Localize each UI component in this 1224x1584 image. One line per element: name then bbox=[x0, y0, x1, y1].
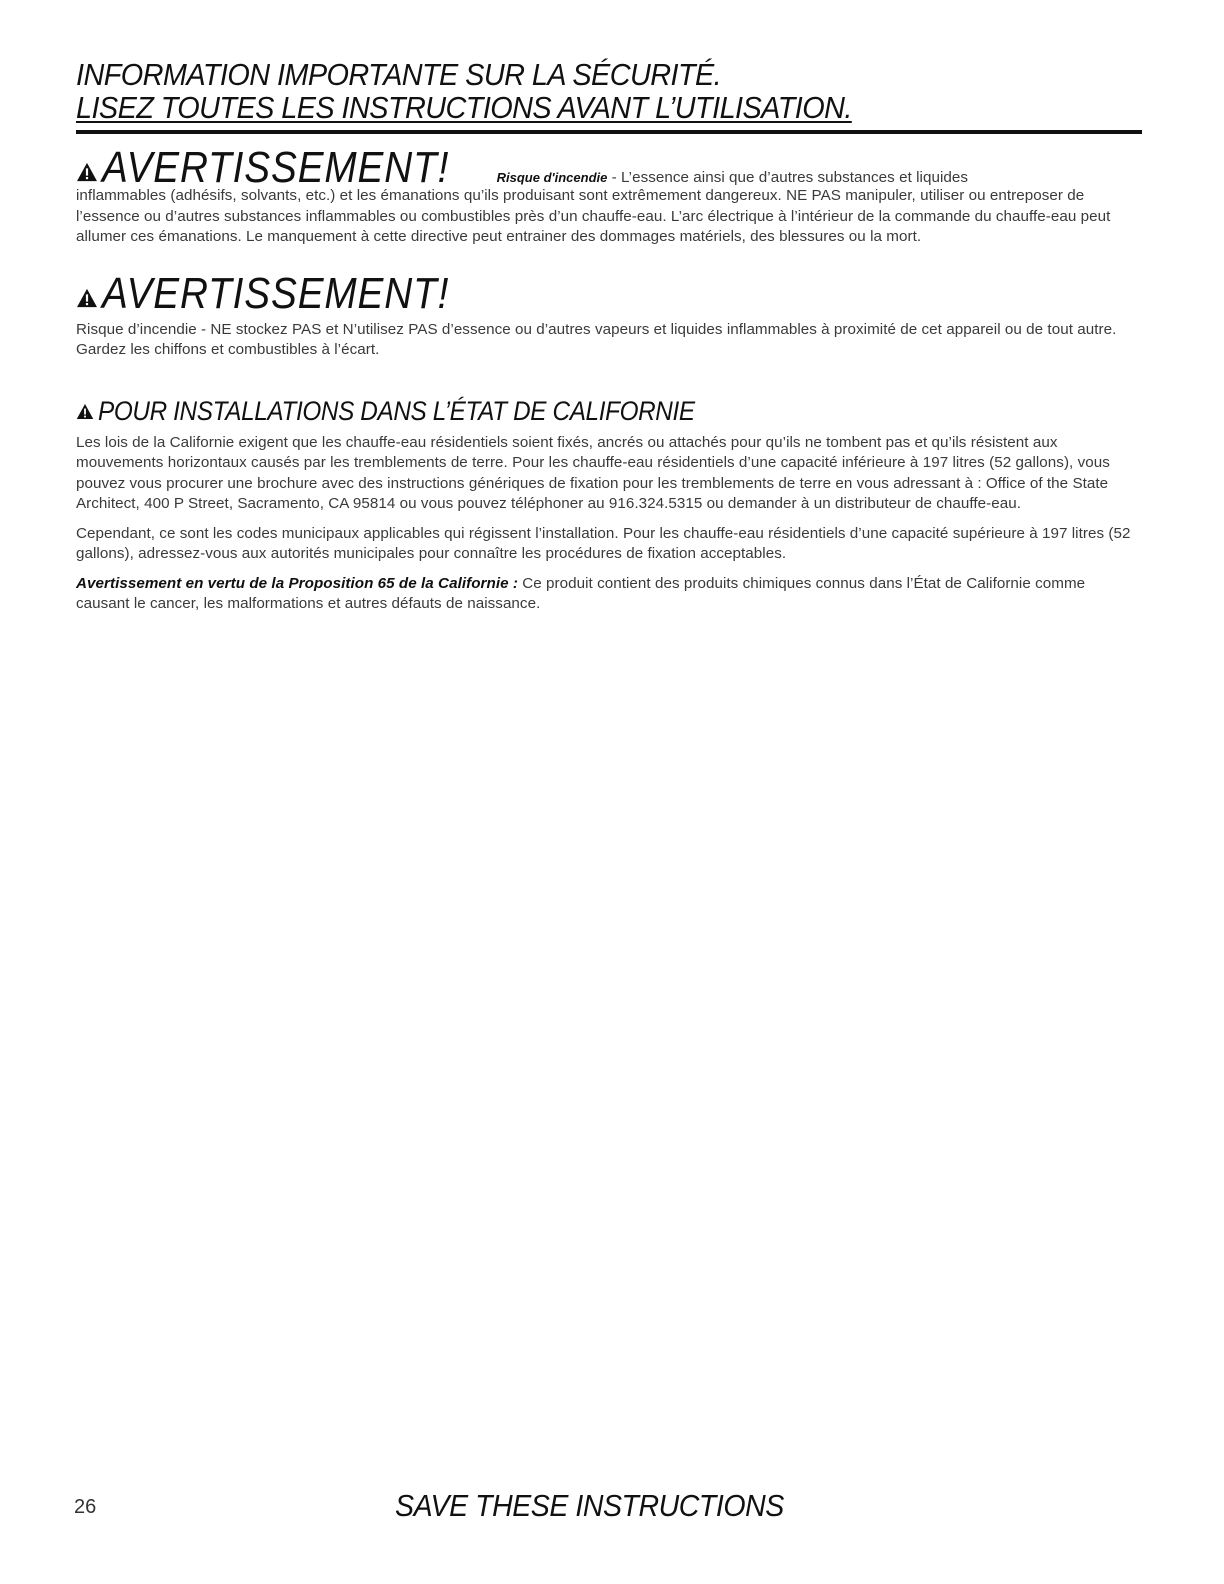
warning-triangle-icon bbox=[76, 403, 94, 420]
header-title-line2: LISEZ TOUTES LES INSTRUCTIONS AVANT L’UTILISATION. bbox=[76, 90, 852, 125]
warning-body: inflammables (adhésifs, solvants, etc.) et les émanations qu’ils produisant sont extrêmement dangereux. NE PAS manipuler, utiliser ou entreposer de l’essence ou d’autres substances inflammables ou combustibles près d’un chauffe-eau. L’arc électrique à l’intérieur de la commande du chauffe-eau peut allumer ces émanations. Le manquement à cette directive peut entrainer des dommages matériels, des blessures ou la mort. bbox=[76, 187, 1111, 245]
california-paragraph-2: Cependant, ce sont les codes municipaux applicables qui régissent l’installation. Pour les chauffe-eau résidentiels d’une capacité supérieure à 197 litres (52 gallons), adressez-vous aux autorités municipales pour connaître les procédures de fixation acceptables. bbox=[76, 524, 1131, 562]
warning-heading-row bbox=[76, 144, 1142, 192]
california-heading-row bbox=[76, 395, 1142, 427]
warning-block-storage bbox=[76, 270, 1142, 361]
warning-triangle-icon bbox=[76, 288, 98, 308]
prop65-paragraph bbox=[76, 574, 1142, 615]
page bbox=[76, 58, 1142, 615]
document-header bbox=[76, 58, 1142, 134]
footer-title: SAVE THESE INSTRUCTIONS bbox=[395, 1488, 784, 1523]
page-number: 26 bbox=[74, 1496, 97, 1518]
warning-body: Risque d’incendie - NE stockez PAS et N’utilisez PAS d’essence ou d’autres vapeurs et liquides inflammables à proximité de cet appareil ou de tout autre. Gardez les chiffons et combustibles à l’écart. bbox=[76, 320, 1117, 358]
warning-block-fire-risk bbox=[76, 144, 1142, 248]
california-section bbox=[76, 395, 1142, 615]
prop65-text: Ce produit contient des produits chimiques connus dans l’État de Californie comme causant le cancer, les malformations et autres défauts de naissance. bbox=[76, 574, 1086, 612]
warning-heading: AVERTISSEMENT! bbox=[102, 143, 450, 192]
warning-heading-row bbox=[76, 270, 1142, 318]
prop65-lead: Avertissement en vertu de la Proposition 65 de la Californie : bbox=[76, 574, 518, 592]
header-title-line1: INFORMATION IMPORTANTE SUR LA SÉCURITÉ. bbox=[76, 57, 722, 92]
warning-heading: AVERTISSEMENT! bbox=[102, 268, 450, 318]
header-divider bbox=[76, 130, 1142, 134]
california-heading: POUR INSTALLATIONS DANS L’ÉTAT DE CALIFORNIE bbox=[98, 395, 695, 426]
warning-inline-text: - L’essence ainsi que d’autres substances et liquides bbox=[607, 169, 969, 186]
california-paragraph-1: Les lois de la Californie exigent que les chauffe-eau résidentiels soient fixés, ancrés ou attachés pour qu’ils ne tombent pas et qu’ils résistent aux mouvements horizontaux causés par les tremblements de terre. Pour les chauffe-eau résidentiels d’une capacité inférieure à 197 litres (52 gallons), vous pouvez vous procurer une brochure avec des instructions génériques de fixation pour les tremblements de terre en vous adressant à : Office of the State Architect, 400 P Street, Sacramento, CA 95814 ou vous pouvez téléphoner au 916.324.5315 ou demander à un distributeur de chauffe-eau. bbox=[76, 433, 1110, 512]
warning-lead: Risque d'incendie bbox=[496, 170, 608, 185]
warning-triangle-icon bbox=[76, 162, 98, 182]
